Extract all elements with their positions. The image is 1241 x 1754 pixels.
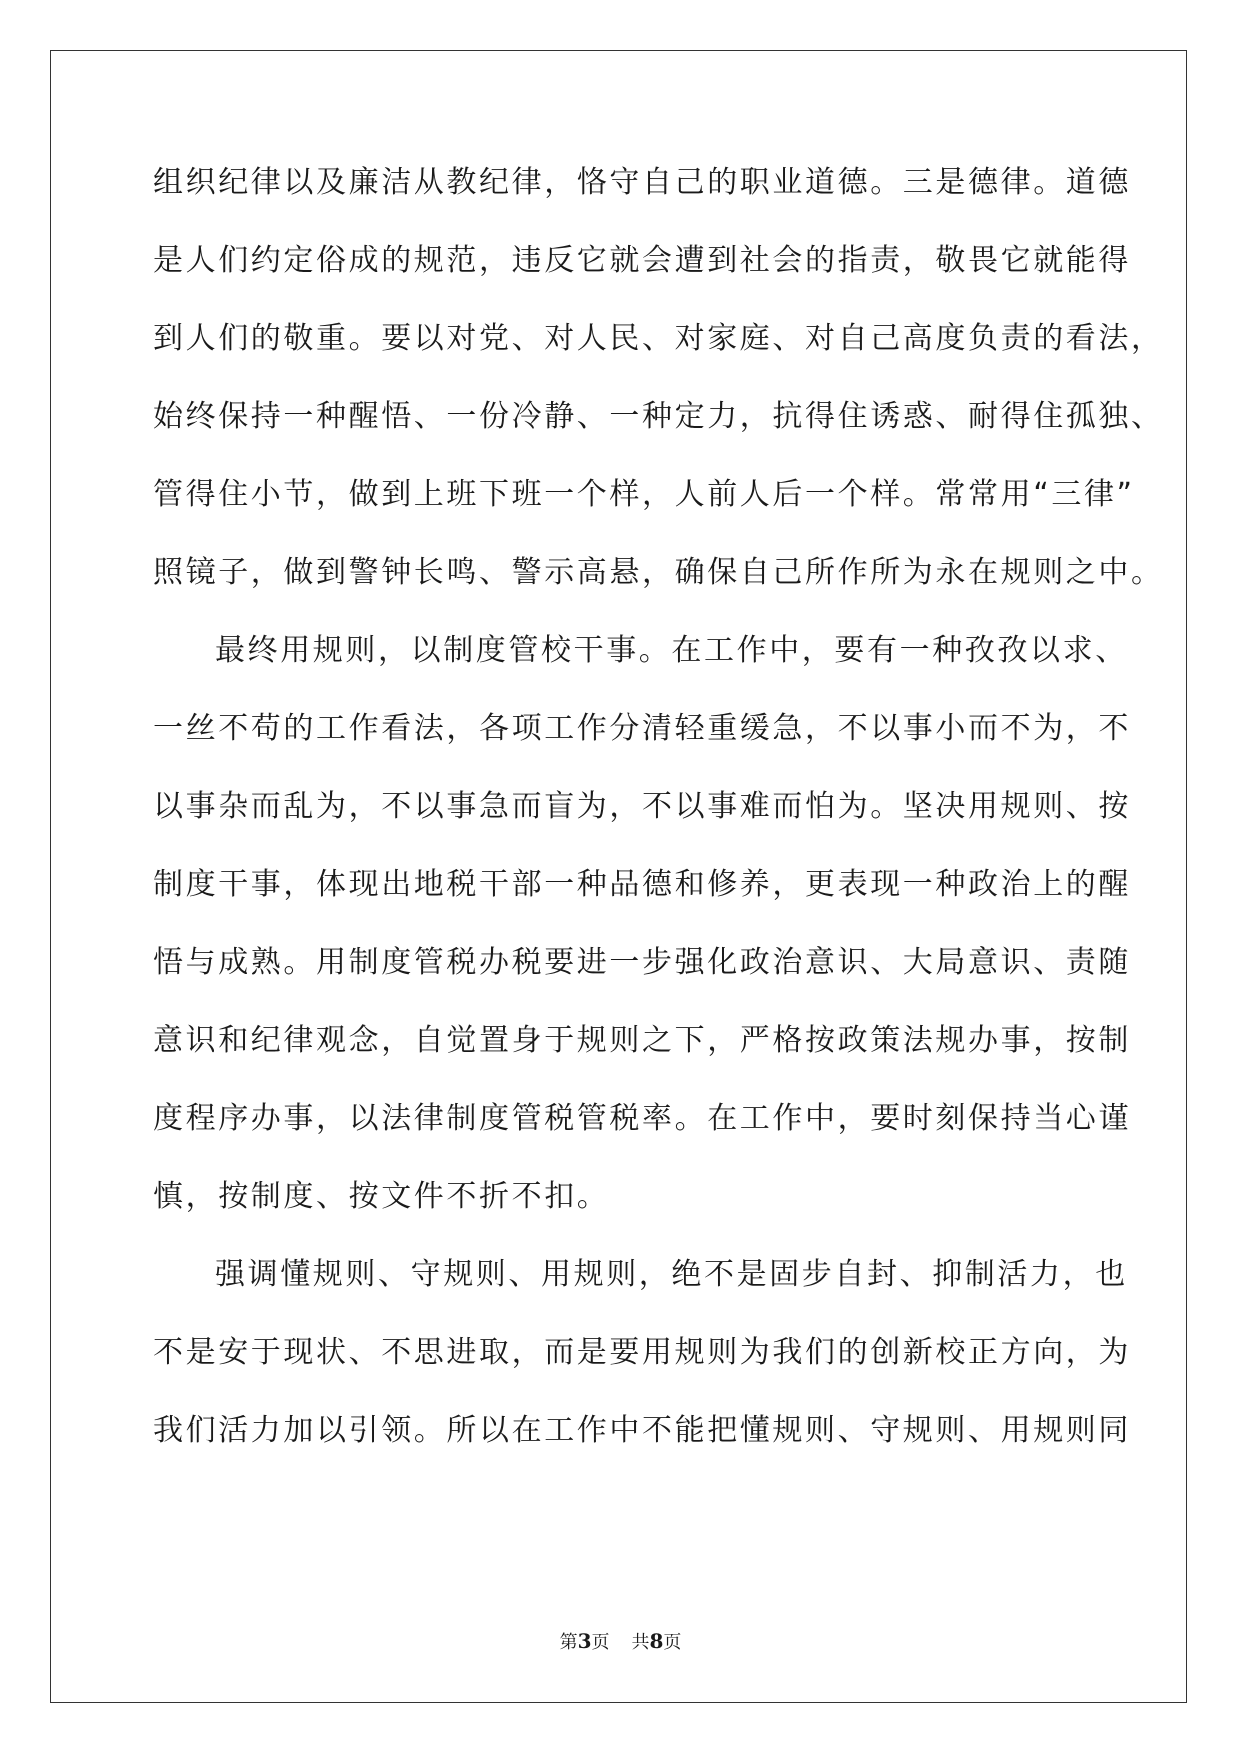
- paragraph-first-line: 最终用规则，以制度管校干事。在工作中，要有一种孜孜以求、: [215, 633, 1128, 668]
- text-line: 制度干事，体现出地税干部一种品德和修养，更表现一种政治上的醒: [153, 867, 1131, 902]
- text-line: 管得住小节，做到上班下班一个样，人前人后一个样。常常用“三律”: [153, 477, 1135, 512]
- text-line: 意识和纪律观念，自觉置身于规则之下，严格按政策法规办事，按制: [153, 1023, 1131, 1058]
- paragraph-first-line: 强调懂规则、守规则、用规则，绝不是固步自封、抑制活力，也: [215, 1257, 1128, 1292]
- text-line: 度程序办事，以法律制度管税管税率。在工作中，要时刻保持当心谨: [153, 1101, 1131, 1136]
- text-line: 悟与成熟。用制度管税办税要进一步强化政治意识、大局意识、责随: [153, 945, 1131, 980]
- page-number: 3: [577, 1629, 592, 1653]
- page-footer: [0, 1628, 1241, 1654]
- text-line: 慎，按制度、按文件不折不扣。: [153, 1179, 610, 1214]
- text-line: 以事杂而乱为，不以事急而盲为，不以事难而怕为。坚决用规则、按: [153, 789, 1131, 824]
- text-line: 是人们约定俗成的规范，违反它就会遭到社会的指责，敬畏它就能得: [153, 243, 1131, 278]
- total-pages: 8: [649, 1629, 664, 1653]
- page-suffix: 页: [591, 1632, 610, 1653]
- text-line: 照镜子，做到警钟长鸣、警示高悬，确保自己所作所为永在规则之中。: [153, 555, 1164, 590]
- text-line: 组织纪律以及廉洁从教纪律，恪守自己的职业道德。三是德律。道德: [153, 165, 1131, 200]
- text-line: 到人们的敬重。要以对党、对人民、对家庭、对自己高度负责的看法，: [153, 321, 1164, 356]
- total-suffix: 页: [663, 1632, 682, 1653]
- page-prefix: 第: [559, 1632, 578, 1653]
- text-line: 一丝不苟的工作看法，各项工作分清轻重缓急，不以事小而不为，不: [153, 711, 1131, 746]
- text-line: 不是安于现状、不思进取，而是要用规则为我们的创新校正方向，为: [153, 1335, 1131, 1370]
- document-body: [153, 162, 1164, 1488]
- text-line: 我们活力加以引领。所以在工作中不能把懂规则、守规则、用规则同: [153, 1413, 1131, 1448]
- text-line: 始终保持一种醒悟、一份冷静、一种定力，抗得住诱惑、耐得住孤独、: [153, 399, 1164, 434]
- total-prefix: 共: [631, 1632, 650, 1653]
